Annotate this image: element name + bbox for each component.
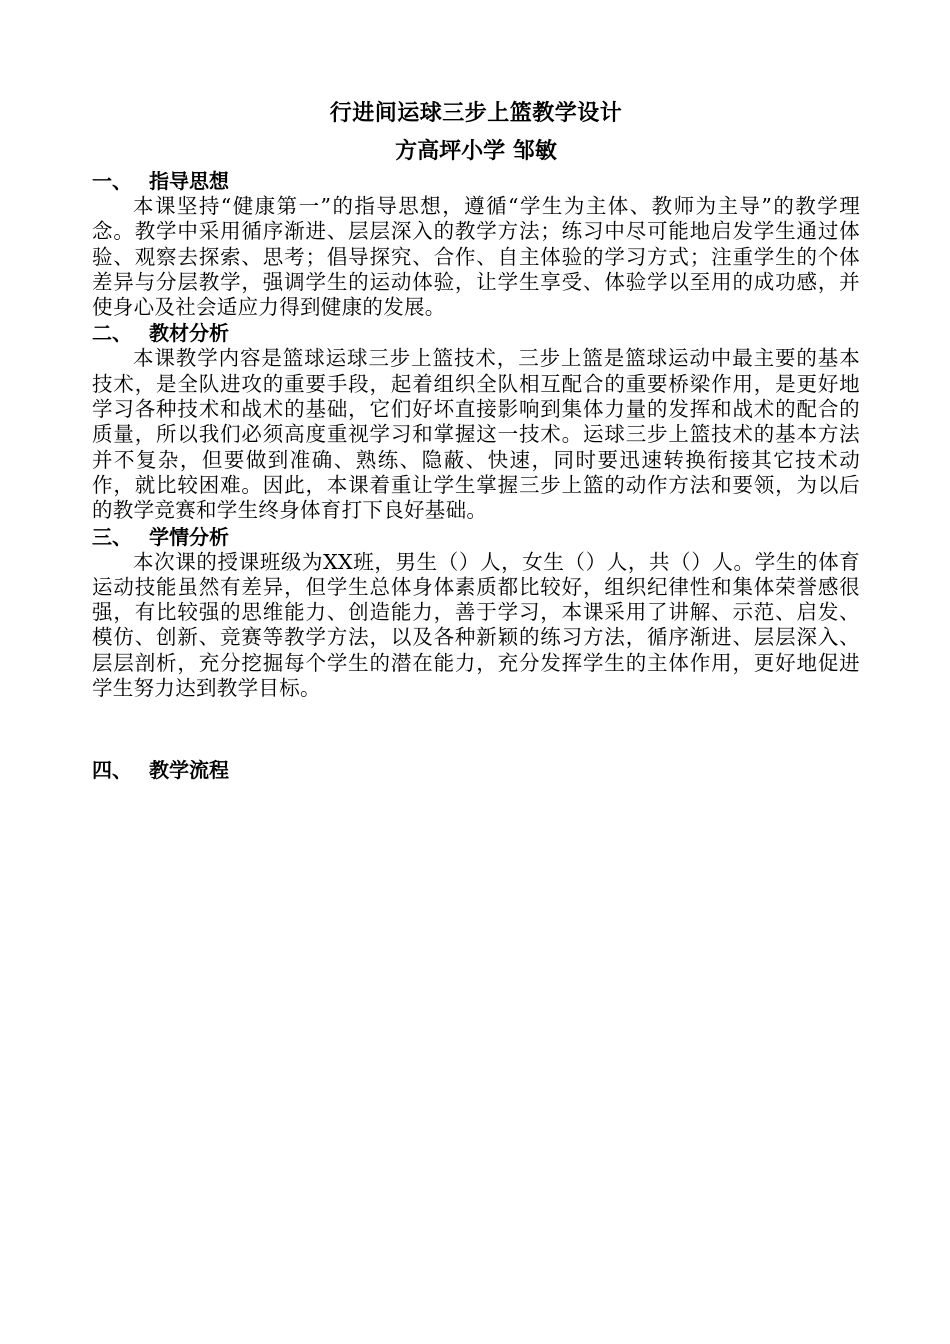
section-heading — [92, 524, 860, 550]
section-heading — [92, 320, 860, 346]
section-body: 本次课的授课班级为XX班，男生（）人，女生（）人，共（）人。学生的体育运动技能虽然有差异，但学生总体身体素质都比较好，组织纪律性和集体荣誉感很强，有比较强的思维能力、创造能力，善于学习，本课采用了讲解、示范、启发、模仿、创新、竞赛等教学方法，以及各种新颖的练习方法，循序渐进、层层深入、层层剖析，充分挖掘每个学生的潜在能力，充分发挥学生的主体作用，更好地促进学生努力达到教学目标。 — [92, 549, 860, 701]
section-material-analysis — [92, 320, 860, 523]
section-title: 指导思想 — [149, 169, 229, 193]
document-title: 行进间运球三步上篮教学设计 — [329, 100, 623, 126]
section-teaching-process — [92, 757, 860, 783]
section-title: 教学流程 — [149, 758, 229, 783]
blank-space — [92, 701, 860, 757]
section-title: 教材分析 — [149, 321, 229, 346]
section-title: 学情分析 — [149, 524, 229, 549]
section-student-analysis — [92, 524, 860, 702]
section-guiding-ideology — [92, 168, 860, 320]
document-page — [92, 96, 860, 783]
section-number: 二、 — [92, 321, 132, 346]
section-body: 本课教学内容是篮球运球三步上篮技术，三步上篮是篮球运动中最主要的基本技术，是全队进攻的重要手段，起着组织全队相互配合的重要桥梁作用，是更好地学习各种技术和战术的基础，它们好坏直接影响到集体力量的发挥和战术的配合的质量，所以我们必须高度重视学习和掌握这一技术。运球三步上篮技术的基本方法并不复杂，但要做到准确、熟练、隐蔽、快速，同时要迅速转换衔接其它技术动作，就比较困难。因此，本课着重让学生掌握三步上篮的动作方法和要领，为以后的教学竞赛和学生终身体育打下良好基础。 — [92, 346, 860, 523]
section-body: 本课坚持“健康第一”的指导思想，遵循“学生为主体、教师为主导”的教学理念。教学中采用循序渐进、层层深入的教学方法；练习中尽可能地启发学生通过体验、观察去探索、思考；倡导探究、合作、自主体验的学习方式；注重学生的个体差异与分层教学，强调学生的运动体验，让学生享受、体验学以至用的成功感，并使身心及社会适应力得到健康的发展。 — [92, 194, 860, 320]
section-number: 四、 — [92, 758, 132, 783]
section-heading — [92, 168, 860, 194]
section-heading — [92, 757, 860, 783]
section-number: 三、 — [92, 524, 132, 549]
document-author: 方高坪小学 邹敏 — [395, 138, 557, 164]
section-number: 一、 — [92, 169, 132, 193]
